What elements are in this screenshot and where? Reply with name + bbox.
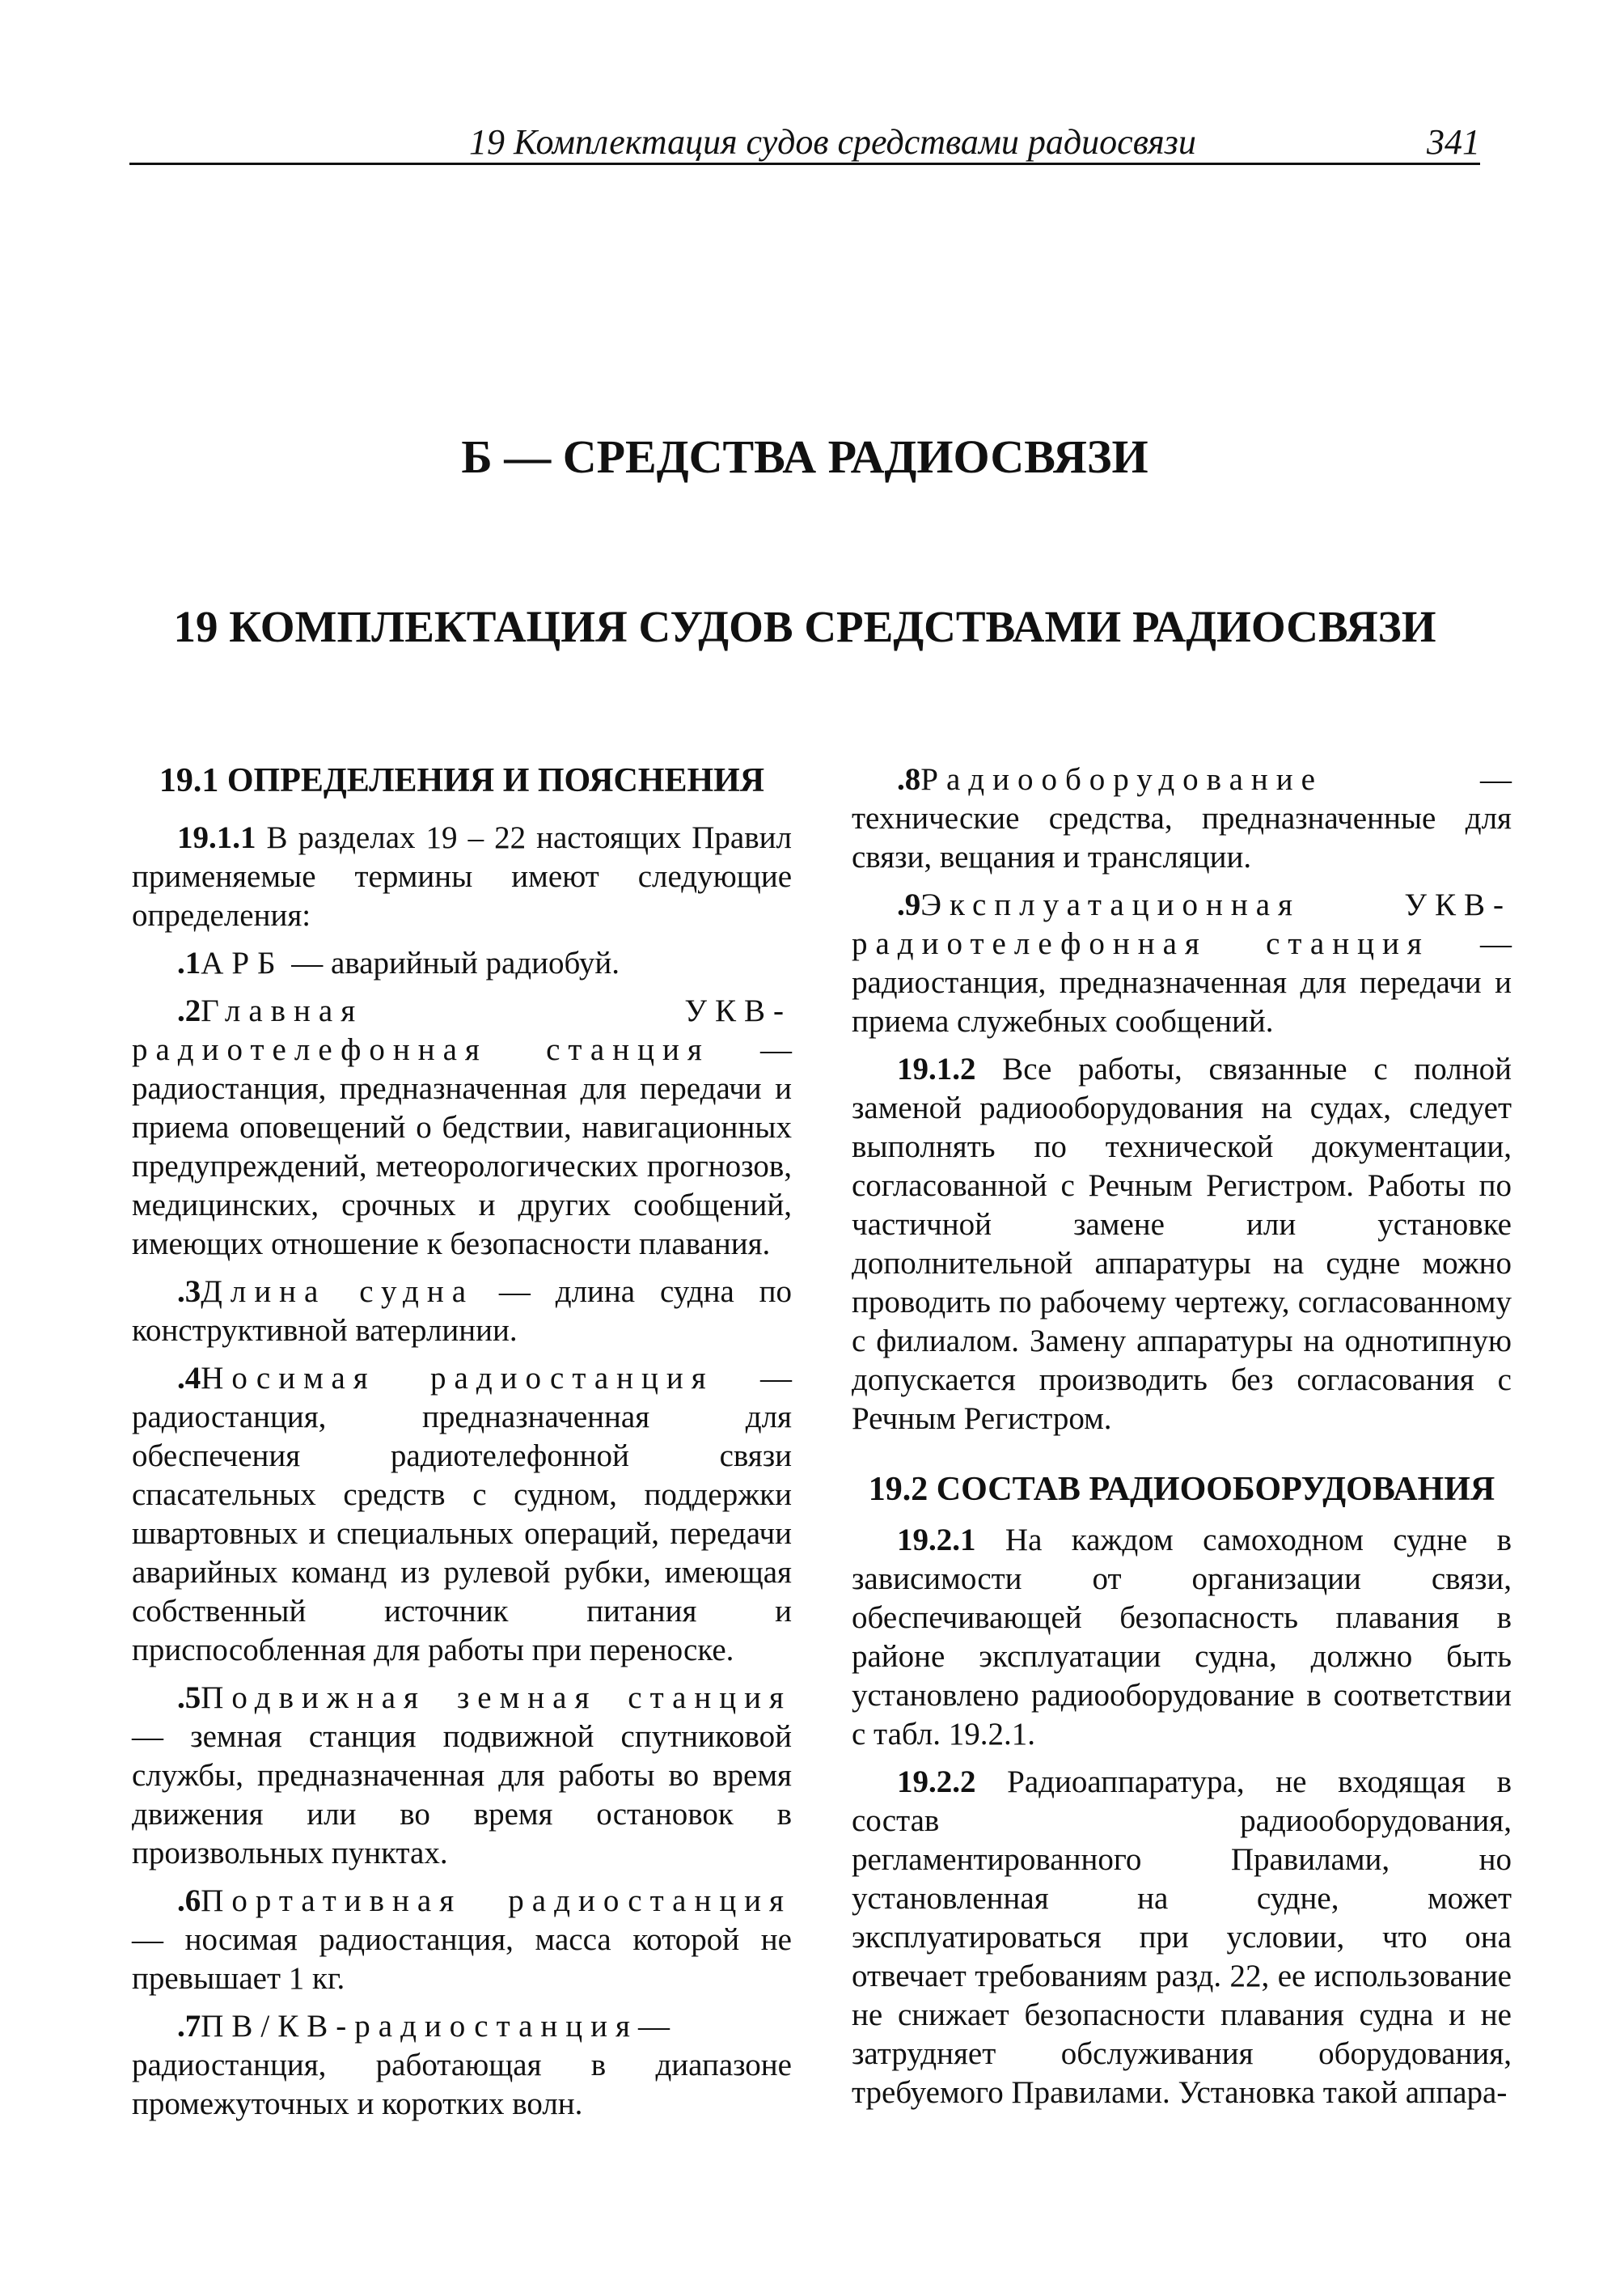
definition-text: — радиостанция, предназначенная для обеспечения радиотелефонной связи спасательных средств с судном, поддержки швартовных и специальных операций, передачи аварийных команд из рулевой рубки, имеющая собственный источник питания и приспособленная для работы при переноске. xyxy=(132,1361,793,1667)
paragraph-text: Радиоаппаратура, не входящая в состав радиооборудования, регламентированного Правилами, но установленная на судне, может эксплуатироваться при условии, что она отвечает требованиям разд. 22, ее использование не снижает безопасности плавания судна и не затрудняет обслуживания оборудования, требуемого Правилами. Установка такой аппара- xyxy=(852,1764,1512,2110)
paragraph-text: В разделах 19 – 22 настоящих Правил применяемые термины имеют следующие определения: xyxy=(132,820,792,933)
defined-term: Главная УКВ-радиотелефонная станция xyxy=(132,993,792,1067)
section-heading-19-2: 19.2 СОСТАВ РАДИООБОРУДОВАНИЯ xyxy=(868,1471,1495,1508)
defined-term: Портативная радиостанция xyxy=(201,1883,792,1918)
page-number: 341 xyxy=(1427,122,1480,162)
clause-number: 19.2.2 xyxy=(897,1764,976,1799)
definition-5 xyxy=(132,1679,792,1873)
item-number: .3 xyxy=(177,1274,201,1309)
section-heading-19-1: 19.1 ОПРЕДЕЛЕНИЯ И ПОЯСНЕНИЯ xyxy=(159,762,765,799)
running-header-title: 19 Комплектация судов средствами радиосвязи xyxy=(469,122,1196,162)
definition-text: — длина судна по конструктивной ватерлинии. xyxy=(132,1274,793,1348)
paragraph-19-1-1 xyxy=(132,819,792,935)
definition-1 xyxy=(132,944,792,983)
definition-text: — радиостанция, работающая в диапазоне промежуточных и коротких волн. xyxy=(132,2009,792,2121)
definition-text: — радиостанция, предназначенная для передачи и приема служебных сообщений. xyxy=(852,926,1512,1039)
definition-text: — носимая радиостанция, масса которой не превышает 1 кг. xyxy=(132,1922,792,1996)
item-number: .1 xyxy=(177,946,201,981)
definition-9 xyxy=(852,886,1512,1041)
defined-term: АРБ xyxy=(201,946,284,981)
clause-number: 19.1.1 xyxy=(177,820,256,855)
defined-term: ПВ/КВ-радиостанция xyxy=(201,2009,638,2044)
item-number: .6 xyxy=(177,1883,201,1918)
item-number: .7 xyxy=(177,2009,201,2044)
item-number: .8 xyxy=(897,762,921,797)
item-number: .9 xyxy=(897,887,921,922)
right-column xyxy=(852,760,1512,2121)
paragraph-19-2-2 xyxy=(852,1763,1512,2112)
item-number: .2 xyxy=(177,993,201,1028)
definition-8 xyxy=(852,760,1512,877)
chapter-title: 19 КОМПЛЕКТАЦИЯ СУДОВ СРЕДСТВАМИ РАДИОСВЯЗИ xyxy=(173,602,1436,651)
definition-2 xyxy=(132,992,792,1264)
definition-3 xyxy=(132,1273,792,1350)
header-rule xyxy=(129,163,1480,165)
definition-4 xyxy=(132,1359,792,1670)
left-column xyxy=(132,760,792,2133)
running-header xyxy=(129,120,1480,165)
paragraph-19-2-1 xyxy=(852,1521,1512,1754)
defined-term: Эксплуатационная УКВ-радиотелефонная станция xyxy=(852,887,1512,961)
item-number: .4 xyxy=(177,1361,201,1396)
paragraph-text: Все работы, связанные с полной заменой радиооборудования на судах, следует выполнять по технической документации, согласованной с Речным Регистром. Работы по частичной замене или установке дополнительной аппаратуры на судне можно проводить по рабочему чертежу, согласованному с филиалом. Замену аппаратуры на однотипную допускается производить без согласования с Речным Регистром. xyxy=(852,1052,1512,1436)
defined-term: Носимая радиостанция xyxy=(201,1361,714,1396)
defined-term: Длина судна xyxy=(201,1274,475,1309)
definition-6 xyxy=(132,1882,792,1998)
definition-7 xyxy=(132,2007,792,2124)
clause-number: 19.1.2 xyxy=(897,1052,976,1087)
definition-text: — земная станция подвижной спутниковой службы, предназначенная для работы во время движения или во время остановок в произвольных пунктах. xyxy=(132,1719,792,1870)
item-number: .5 xyxy=(177,1680,201,1715)
paragraph-19-1-2 xyxy=(852,1050,1512,1438)
paragraph-text: На каждом самоходном судне в зависимости от организации связи, обеспечивающей безопасность плавания в районе эксплуатации судна, должно быть установлено радиооборудование в соответствии с табл. 19.2.1. xyxy=(852,1523,1512,1752)
definition-text: — аварийный радиобуй. xyxy=(283,946,620,981)
part-title: Б — СРЕДСТВА РАДИОСВЯЗИ xyxy=(461,430,1148,483)
clause-number: 19.2.1 xyxy=(897,1523,976,1557)
definition-text: — технические средства, предназначенные для связи, вещания и трансляции. xyxy=(852,762,1512,875)
defined-term: Радиооборудование xyxy=(920,762,1323,797)
defined-term: Подвижная земная станция xyxy=(201,1680,792,1715)
definition-text: — радиостанция, предназначенная для передачи и приема оповещений о бедствии, навигационных предупреждений, метеорологических прогнозов, медицинских, срочных и других сообщений, имеющих отношение к безопасности плавания. xyxy=(132,1032,792,1261)
